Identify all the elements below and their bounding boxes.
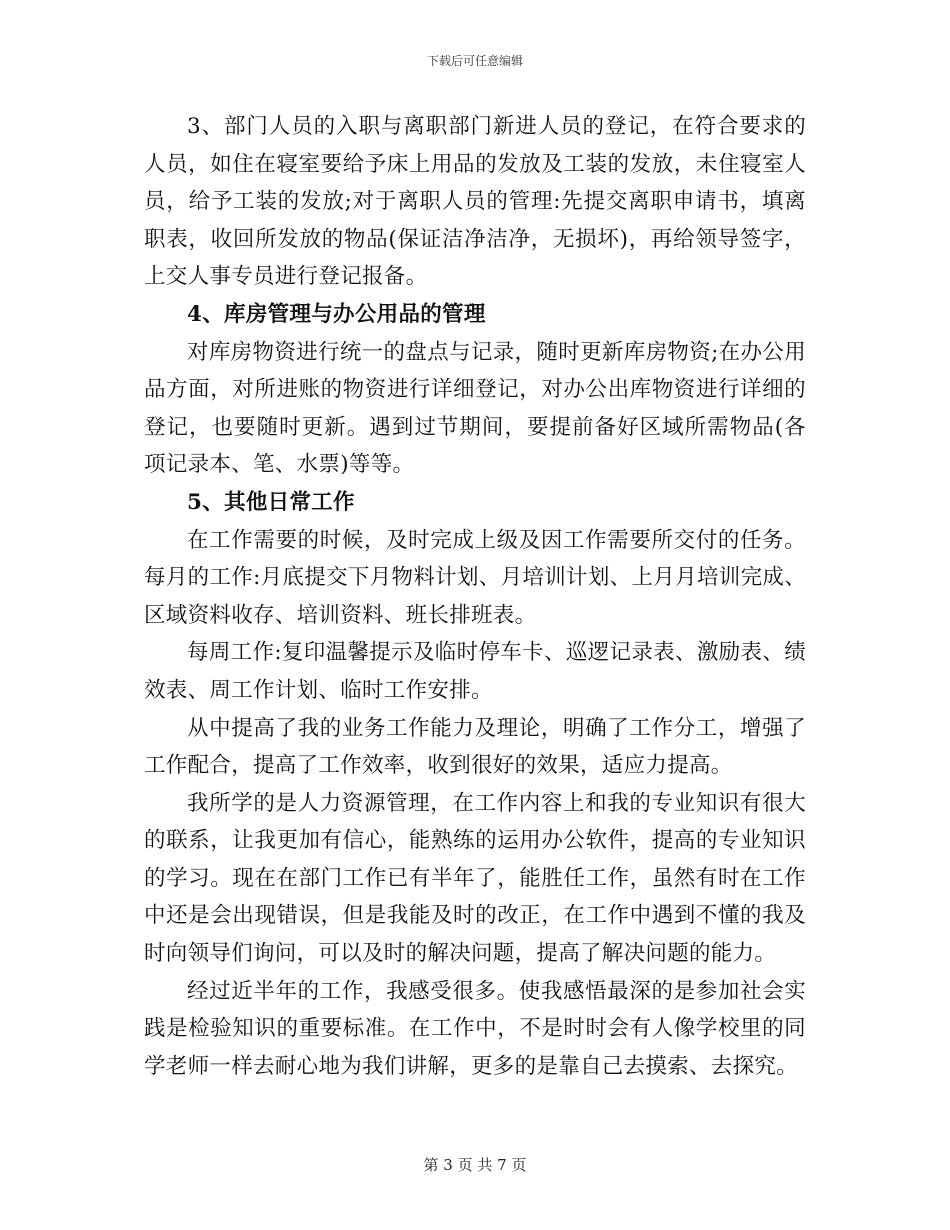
- page-number: 第 3 页 共 7 页: [423, 1156, 527, 1174]
- section-heading-daily-work: 5、其他日常工作: [187, 489, 355, 515]
- section-heading-warehouse: 4、库房管理与办公用品的管理: [187, 301, 486, 327]
- page-header: 下载后可任意编辑: [426, 54, 523, 68]
- paragraph-reflection: 经过近半年的工作，我感受很多。使我感悟最深的是参加社会实践是检验知识的重要标准。在工作中，不是时时会有人像学校里的同学老师一样去耐心地为我们讲解，更多的是靠自己去摸索、去探究。: [144, 978, 806, 1079]
- paragraph-warehouse: 对库房物资进行统一的盘点与记录，随时更新库房物资;在办公用品方面，对所进账的物资进行详细登记，对办公出库物资进行详细的登记，也要随时更新。遇到过节期间，要提前备好区域所需物品(各项记录本、笔、水票)等等。: [144, 339, 806, 478]
- paragraph-monthly-work: 在工作需要的时候，及时完成上级及因工作需要所交付的任务。每月的工作:月底提交下月物料计划、月培训计划、上月月培训完成、区域资料收存、培训资料、班长排班表。: [144, 527, 806, 628]
- paragraph-improvement: 从中提高了我的业务工作能力及理论，明确了工作分工，增强了工作配合，提高了工作效率，收到很好的效果，适应力提高。: [144, 715, 806, 779]
- paragraph-hr-major: 我所学的是人力资源管理，在工作内容上和我的专业知识有很大的联系，让我更加有信心，能熟练的运用办公软件，提高的专业知识的学习。现在在部门工作已有半年了，能胜任工作，虽然有时在工作中还是会出现错误，但是我能及时的改正，在工作中遇到不懂的我及时向领导们询问，可以及时的解决问题，提高了解决问题的能力。: [144, 790, 806, 967]
- document-body: [144, 108, 806, 1085]
- paragraph-staff-onboarding: 3、部门人员的入职与离职部门新进人员的登记，在符合要求的人员，如住在寝室要给予床上用品的发放及工装的发放，未住寝室人员，给予工装的发放;对于离职人员的管理:先提交离职申请书，填离职表，收回所发放的物品(保证洁净洁净，无损坏)，再给领导签字，上交人事专员进行登记报备。: [144, 114, 806, 290]
- paragraph-weekly-work: 每周工作:复印温馨提示及临时停车卡、巡逻记录表、激励表、绩效表、周工作计划、临时工作安排。: [144, 640, 806, 703]
